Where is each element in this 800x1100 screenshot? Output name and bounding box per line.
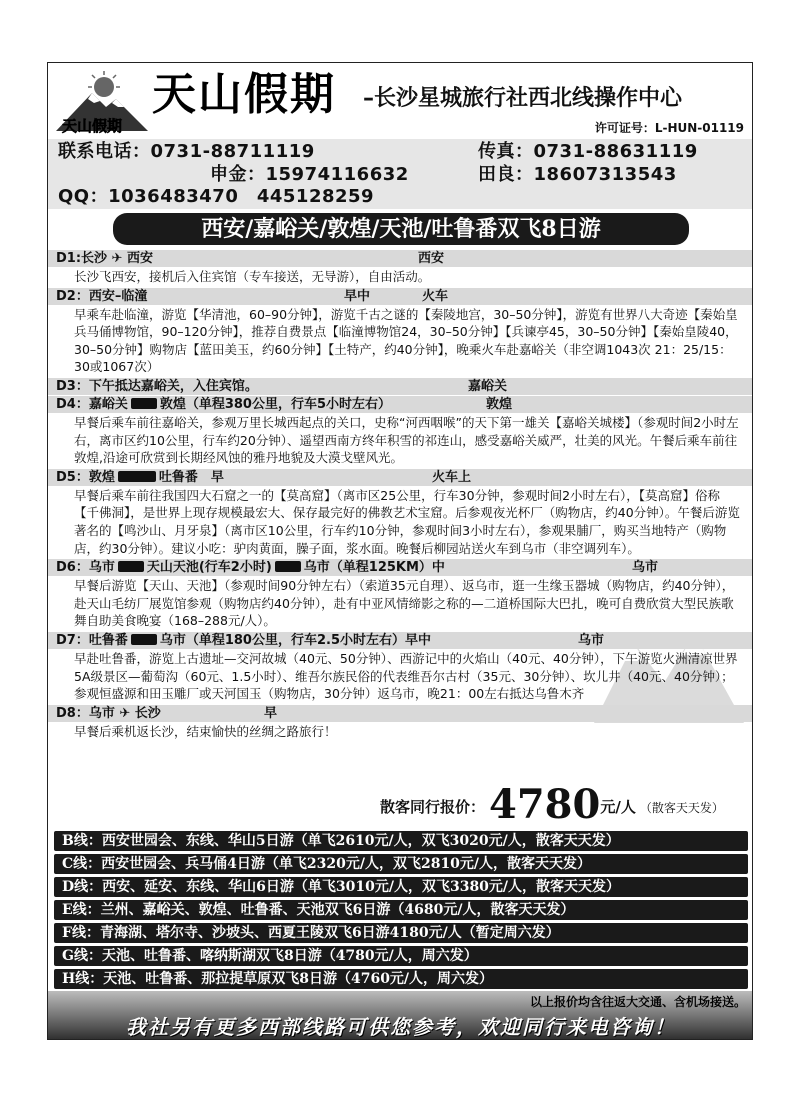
day-6-route-2: 乌市（单程125KM）中 [303,560,445,576]
day-6-body: 早餐后游览【天山、天池】（参观时间90分钟左右）（索道35元自理）、返乌市，逛一生缘玉器城（购物店，约40分钟），赴天山毛纺厂展览馆参观（购物店约40分钟），赴有中亚风情缔影之称的—二道桥国际大巴扎，晚可自费欣赏大型民族歌舞自助美食晚宴（168–288元/人）。 [74,578,735,629]
day-4-route: 敦煌（单程380公里，行车5小时左右） [159,396,392,412]
day-5-header [48,469,753,486]
route-line-h: H线：天池、吐鲁番、那拉提草原双飞8日游（4760元/人，周六发） [54,969,748,989]
logo-text: 天山假期 [62,117,123,135]
day-2-body: 早乘车赴临潼，游览【华清池，60–90分钟】，游览千古之谜的【秦陵地宫，30–50分钟】，游览有世界八大奇迹【秦始皇兵马俑博物馆，90–120分钟】，推荐自费景点【临潼博物馆24，30–50分钟】【兵谏亭45，30–50分钟】【秦始皇陵40，30–50分钟】购物店【蓝田美玉，约60分钟】【土特产，约40分钟】，晚乘火车赴嘉峪关（非空调1043次 21：25/15：30或1067次） [74,306,738,375]
bus-icon [131,634,157,645]
contact-block [48,139,753,209]
day-6-meals: 乌市 [632,560,659,576]
phone-number: 联系电话：0731-88711119 [58,141,315,162]
price-note: （散客天天发） [639,801,724,815]
price-unit: 元/人 [600,798,636,816]
day-8-header [48,705,753,722]
route-line-d: D线：西安、延安、东线、华山6日游（单飞3010元/人，双飞3380元/人，散客天天发） [54,877,748,897]
price-label: 散客同行报价： [380,798,486,816]
bus-icon [275,561,301,572]
footer-slogan: 我社另有更多西部线路可供您参考，欢迎同行来电咨询！ [126,1015,676,1039]
day-3-header [48,378,753,395]
route-line-g: G线：天池、吐鲁番、喀纳斯湖双飞8日游（4780元/人，周六发） [54,946,748,966]
mountain-logo-icon [54,69,150,137]
brand-subtitle: –长沙星城旅行社西北线操作中心 [363,86,683,111]
day-8-title: D8：乌市 ✈ 长沙 [56,705,161,721]
day-4-title: D4：嘉峪关 [56,396,128,412]
day-1-body: 长沙飞西安，接机后入住宾馆（专车接送，无导游），自由活动。 [74,269,431,284]
price-amount: 4780 [489,781,601,828]
day-3-title: D3：下午抵达嘉峪关，入住宾馆。 [56,378,258,394]
footer [48,991,753,1040]
day-1-header [48,250,753,267]
day-1-title: D1:长沙 ✈ 西安 [56,251,153,266]
day-8-body: 早餐后乘机返长沙，结束愉快的丝绸之路旅行！ [74,723,337,739]
day-7-route: 乌市（单程180公里，行车2.5小时左右）早中 [159,632,432,648]
flyer-page [47,62,753,1040]
day-6-title: D6：乌市 [56,560,115,576]
footer-note: 以上报价均含往返大交通、含机场接送。 [529,995,746,1009]
day-5-route: 吐鲁番 早 [158,469,224,485]
brand-title: 天山假期 [152,69,336,120]
itinerary [48,249,753,741]
day-8-meals: 早 [264,705,278,721]
day-7-meals: 乌市 [578,632,605,648]
tour-title-banner: 西安/嘉峪关/敦煌/天池/吐鲁番双飞8日游 [113,213,689,245]
route-line-e: E线：兰州、嘉峪关、敦煌、吐鲁番、天池双飞6日游（4680元/人，散客天天发） [54,900,748,920]
bus-icon [131,398,157,409]
other-routes [54,831,748,992]
day-5-title: D5：敦煌 [56,469,115,485]
day-5-body: 早餐后乘车前往我国四大石窟之一的【莫高窟】（离市区25公里，行车30分钟，参观时间2小时左右），【莫高窟】俗称【千佛洞】，是世界上现存规模最宏大、保存最完好的佛教艺术宝窟。后参观夜光杯厂（购物店，约40分钟）。午餐后游览著名的【鸣沙山、月牙泉】（离市区10公里，行车约10分钟，参观时间3小时左右），参观果脯厂，购买当地特产（购物店，约30分钟）。建议小吃：驴肉黄面，臊子面，浆水面。晚餐后柳园站送火车到乌市（非空调列车）。 [74,487,740,556]
bus-icon [118,561,144,572]
day-7-title: D7：吐鲁番 [56,632,128,648]
day-3-meals: 嘉峪关 [468,378,508,394]
day-4-meals: 敦煌 [486,396,513,412]
day-7-header [48,632,753,649]
day-2-header [48,288,753,305]
day-1-meals: 西安 [418,251,445,266]
day-4-body: 早餐后乘车前往嘉峪关，参观万里长城西起点的关口，史称“河西咽喉”的天下第一雄关【嘉峪关城楼】（参观时间2小时左右，离市区约10公里，行车约20分钟）、遥望西南方终年积雪的祁连山，感受嘉峪关威严，壮美的风光。午餐后乘车前往敦煌,沿途可欣赏到长期经风蚀的雅丹地貌及大漠戈壁风光。 [74,414,739,466]
header [48,63,753,141]
day-7-body: 早赴吐鲁番，游览上古遗址—交河故城（40元、50分钟）、西游记中的火焰山（40元、40分钟），下午游览火洲清凉世界5A级景区—葡萄沟（60元、1.5小时）、维吾尔族民俗的代表维吾尔古村（35元、30分钟）、坎儿井（40元、40分钟）；参观恒盛源和田玉雕厂或天河国玉（购物店，30分钟）返乌市，晚21：00左右抵达乌鲁木齐 [74,650,738,702]
qq-numbers: QQ：1036483470 445128259 [58,186,375,207]
day-6-route-1: 天山天池(行车2小时) [146,560,272,576]
day-6-header [48,559,753,576]
day-2-meals: 早中 火车 [344,288,449,304]
train-icon [118,471,156,482]
day-2-title: D2：西安–临潼 [56,288,148,304]
route-line-c: C线：西安世园会、兵马俑4日游（单飞2320元/人，双飞2810元/人，散客天天发） [54,854,748,874]
day-4-header [48,396,753,413]
contact-tianliang: 田良：18607313543 [478,164,677,185]
price-block [380,781,724,829]
fax-number: 传真：0731-88631119 [478,141,698,162]
route-line-f: F线：青海湖、塔尔寺、沙坡头、西夏王陵双飞6日游4180元/人（暂定周六发） [54,923,748,943]
contact-shenjin: 申金：15974116632 [210,164,409,185]
day-5-meals: 火车上 [432,469,472,485]
license-number: 许可证号：L-HUN-01119 [594,121,744,135]
route-line-b: B线：西安世园会、东线、华山5日游（单飞2610元/人，双飞3020元/人，散客天天发） [54,831,748,851]
